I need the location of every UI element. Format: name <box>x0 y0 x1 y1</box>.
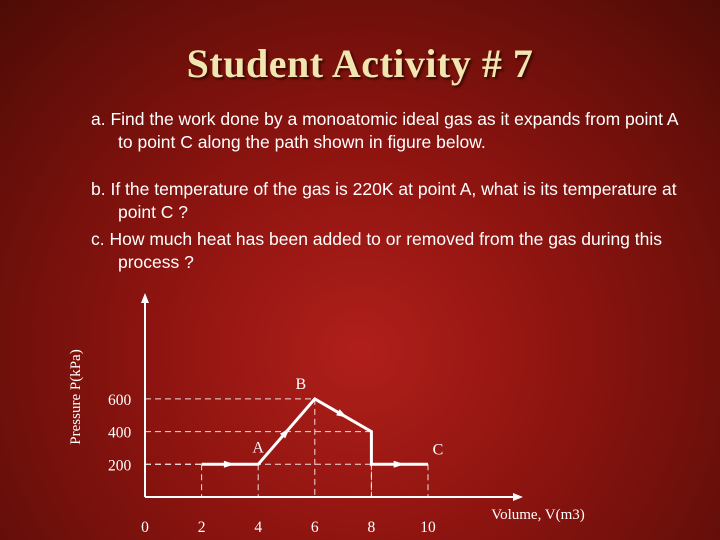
y-tick-label: 200 <box>108 457 132 475</box>
x-tick-label: 6 <box>310 519 319 536</box>
x-tick-label: 8 <box>367 519 376 536</box>
x-tick-label: 10 <box>420 519 436 536</box>
dashed-guides <box>145 399 428 497</box>
question-c: c. How much heat has been added to or removed from the gas during this process ? <box>91 229 663 272</box>
direction-arrow <box>394 461 405 468</box>
point-label-b: B <box>295 375 307 393</box>
x-tick-label: 2 <box>197 519 206 536</box>
axes <box>145 298 518 497</box>
slide-title: Student Activity # 7 <box>186 41 534 86</box>
y-tick-label: 400 <box>108 424 132 442</box>
point-label-a: A <box>252 439 264 457</box>
question-a: a. Find the work done by a monoatomic ideal gas as it expands from point A to point C along the path shown in figure below. <box>91 109 678 152</box>
x-axis-label: Volume, V(m3) <box>491 507 585 523</box>
x-tick-label: 0 <box>141 519 149 536</box>
x-tick-label: 4 <box>254 519 263 536</box>
direction-arrow <box>224 461 235 468</box>
y-tick-label: 600 <box>108 391 132 409</box>
question-b: b. If the temperature of the gas is 220K at point A, what is its temperature at point C ? <box>91 179 677 222</box>
y-axis-label: Pressure P(kPa) <box>68 349 84 445</box>
point-label-c: C <box>432 441 444 459</box>
